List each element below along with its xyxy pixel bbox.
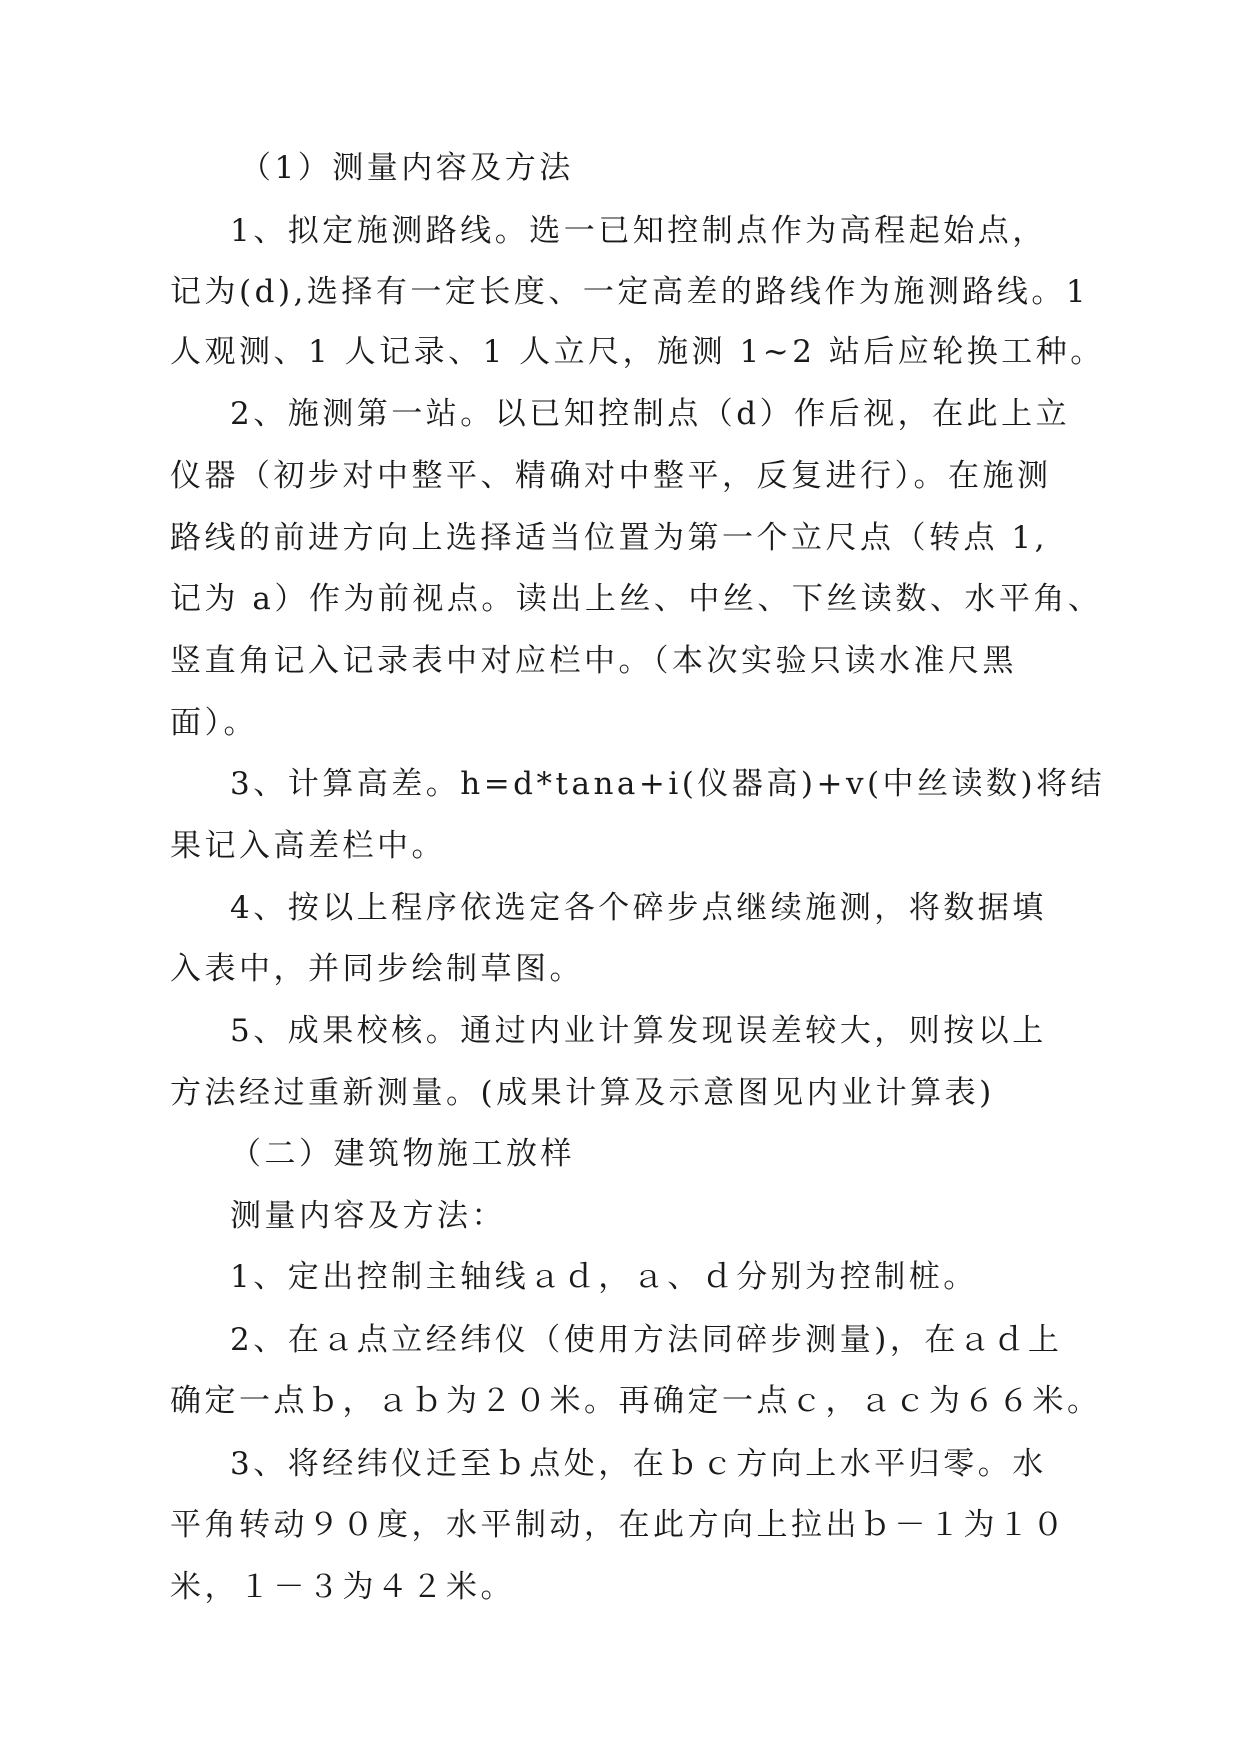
paragraph-line: 确定一点ｂ，ａｂ为２０米。再确定一点ｃ，ａｃ为６６米。	[170, 1383, 1102, 1419]
paragraph-line: 2、施测第一站。以已知控制点（d）作后视，在此上立	[230, 396, 1071, 432]
paragraph-line: 记为 a）作为前视点。读出上丝、中丝、下丝读数、水平角、	[170, 581, 1103, 617]
paragraph-line: 3、计算高差。h=d*tana+i(仪器高)+v(中丝读数)将结	[230, 766, 1106, 802]
paragraph-line: 3、将经纬仪迁至ｂ点处，在ｂｃ方向上水平归零。水	[230, 1446, 1047, 1482]
paragraph-line: 平角转动９０度，水平制动，在此方向上拉出ｂ－１为１０	[170, 1507, 1067, 1543]
paragraph-line: 1、定出控制主轴线ａｄ，ａ、ｄ分别为控制桩。	[230, 1259, 978, 1295]
section-heading: （二）建筑物施工放样	[230, 1136, 575, 1172]
paragraph-line: 入表中，并同步绘制草图。	[170, 951, 584, 987]
paragraph-line: 竖直角记入记录表中对应栏中。（本次实验只读水准尺黑	[170, 643, 1017, 679]
paragraph-line: 路线的前进方向上选择适当位置为第一个立尺点（转点 1,	[170, 520, 1048, 556]
paragraph-line: 2、在ａ点立经纬仪（使用方法同碎步测量)，在ａｄ上	[230, 1322, 1063, 1358]
section-heading: （1）测量内容及方法	[240, 150, 574, 186]
paragraph-line: 1、拟定施测路线。选一已知控制点作为高程起始点，	[230, 213, 1047, 249]
paragraph-line: 方法经过重新测量。(成果计算及示意图见内业计算表)	[170, 1075, 995, 1111]
paragraph-line: 米，１－３为４２米。	[170, 1569, 515, 1605]
paragraph-line: 果记入高差栏中。	[170, 828, 446, 864]
paragraph-line: 5、成果校核。通过内业计算发现误差较大，则按以上	[230, 1013, 1047, 1049]
paragraph-line: 记为(d),选择有一定长度、一定高差的路线作为施测路线。1	[170, 274, 1090, 310]
paragraph-line: 4、按以上程序依选定各个碎步点继续施测，将数据填	[230, 890, 1047, 926]
subheading: 测量内容及方法：	[230, 1198, 506, 1234]
paragraph-line: 仪器（初步对中整平、精确对中整平，反复进行）。在施测	[170, 458, 1052, 494]
paragraph-line: 人观测、1 人记录、1 人立尺，施测 1~2 站后应轮换工种。	[170, 334, 1105, 370]
paragraph-line: 面）。	[170, 705, 258, 741]
